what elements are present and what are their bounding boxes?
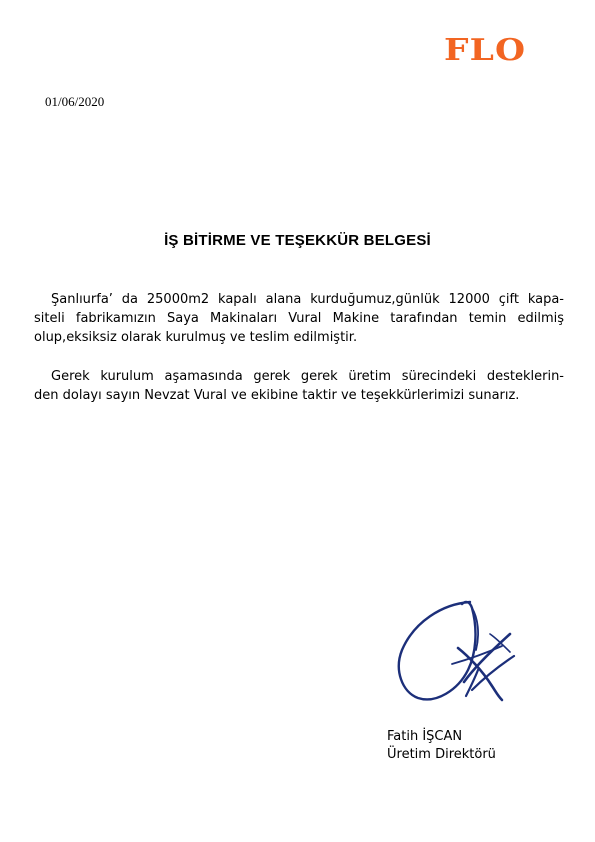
handwritten-signature <box>392 594 524 712</box>
signatory-name: Fatih İŞCAN <box>387 729 463 744</box>
flo-logo: FLO <box>444 33 527 68</box>
document-title: İŞ BİTİRME VE TEŞEKKÜR BELGESİ <box>164 232 431 249</box>
document-date: 01/06/2020 <box>45 94 105 109</box>
paragraph-line: olup,eksiksiz olarak kurulmuş ve teslim edilmiştir. <box>34 330 358 345</box>
paragraph-line: siteli fabrikamızın Saya Makinaları Vural Makine tarafından temin edilmiş <box>34 311 564 326</box>
paragraph-line: Şanlıurfa’ da 25000m2 kapalı alana kurduğumuz,günlük 12000 çift kapa- <box>51 292 564 307</box>
signatory-title: Üretim Direktörü <box>387 747 496 762</box>
signatory-block <box>387 728 496 764</box>
paragraph-line: Gerek kurulum aşamasında gerek gerek üretim sürecindeki desteklerin- <box>51 369 564 384</box>
paragraph-installation <box>34 290 564 347</box>
paragraph-line: den dolayı sayın Nevzat Vural ve ekibine taktir ve teşekkürlerimizi sunarız. <box>34 388 520 403</box>
paragraph-thanks <box>34 367 564 405</box>
